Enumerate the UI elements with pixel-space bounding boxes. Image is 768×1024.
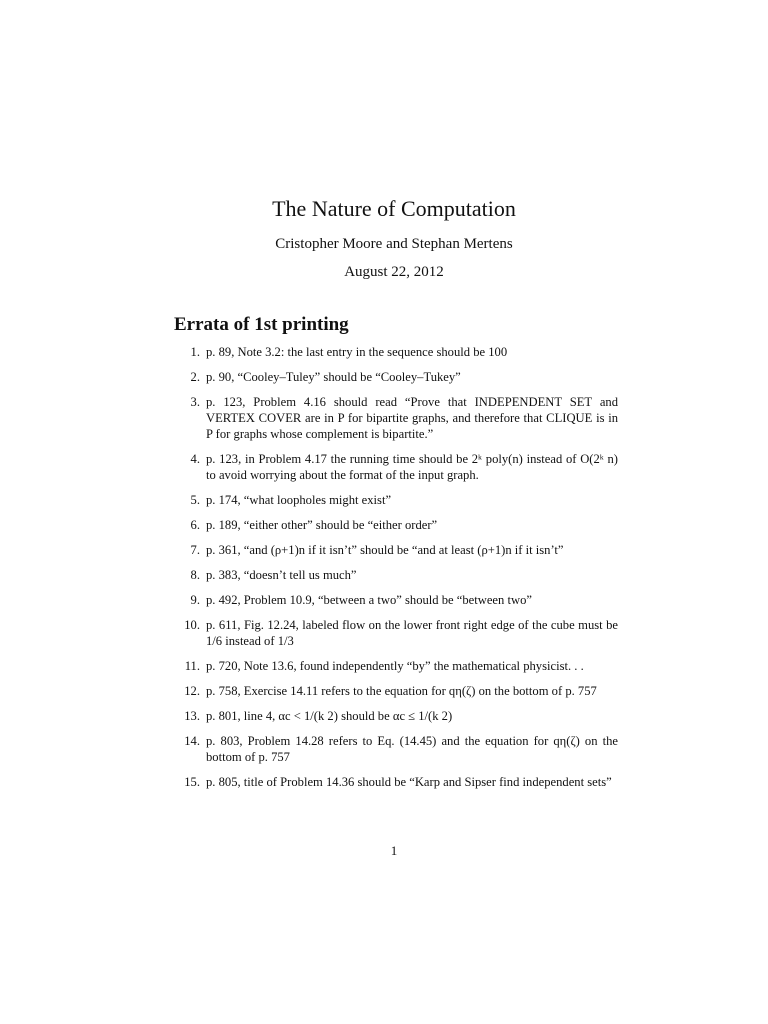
errata-item	[174, 517, 618, 533]
errata-item-number: 10.	[184, 618, 200, 632]
errata-item-text: p. 90, “Cooley–Tuley” should be “Cooley–Tukey”	[206, 370, 461, 384]
errata-item-number: 14.	[184, 734, 200, 748]
errata-item-text: p. 189, “either other” should be “either order”	[206, 518, 438, 532]
errata-item	[174, 708, 618, 724]
errata-item-number: 15.	[184, 775, 200, 789]
page-number: 1	[390, 843, 398, 858]
errata-item-number: 7.	[190, 543, 200, 557]
errata-item-number: 1.	[190, 345, 200, 359]
errata-list	[174, 344, 618, 799]
errata-item	[174, 567, 618, 583]
errata-item-number: 9.	[190, 593, 200, 607]
errata-item	[174, 733, 618, 765]
errata-item	[174, 592, 618, 608]
errata-item-number: 12.	[184, 684, 200, 698]
document-title: The Nature of Computation	[272, 196, 516, 221]
errata-item-text: p. 492, Problem 10.9, “between a two” should be “between two”	[206, 593, 532, 607]
errata-item	[174, 492, 618, 508]
errata-item-number: 13.	[184, 709, 200, 723]
errata-item-number: 2.	[190, 370, 200, 384]
errata-item-number: 8.	[190, 568, 200, 582]
errata-item-text: p. 383, “doesn’t tell us much”	[206, 568, 357, 582]
errata-item-text: p. 611, Fig. 12.24, labeled flow on the lower front right edge of the cube must be 1/6 instead of 1/3	[206, 618, 618, 648]
errata-item-text: p. 758, Exercise 14.11 refers to the equation for qη(ζ) on the bottom of p. 757	[206, 684, 597, 698]
document-authors: Cristopher Moore and Stephan Mertens	[275, 236, 513, 252]
errata-item	[174, 774, 618, 790]
errata-item-text: p. 805, title of Problem 14.36 should be “Karp and Sipser find independent sets”	[206, 775, 612, 789]
errata-item-number: 6.	[190, 518, 200, 532]
errata-item-text: p. 174, “what loopholes might exist”	[206, 493, 392, 507]
errata-item-text: p. 89, Note 3.2: the last entry in the sequence should be 100	[206, 345, 508, 359]
errata-item-text: p. 801, line 4, αc < 1/(k 2) should be αc ≤ 1/(k 2)	[206, 709, 453, 723]
errata-item	[174, 369, 618, 385]
errata-item	[174, 542, 618, 558]
errata-item	[174, 658, 618, 674]
errata-item-number: 5.	[190, 493, 200, 507]
errata-item	[174, 344, 618, 360]
errata-item	[174, 617, 618, 649]
errata-item-text: p. 720, Note 13.6, found independently “by” the mathematical physicist. . .	[206, 659, 584, 673]
errata-item-text: p. 803, Problem 14.28 refers to Eq. (14.45) and the equation for qη(ζ) on the bottom of p. 757	[206, 734, 618, 764]
errata-item	[174, 451, 618, 483]
errata-item	[174, 394, 618, 442]
errata-item-text: p. 361, “and (ρ+1)n if it isn’t” should be “and at least (ρ+1)n if it isn’t”	[206, 543, 564, 557]
document-date: August 22, 2012	[344, 264, 444, 280]
errata-item-number: 4.	[190, 452, 200, 466]
section-heading: Errata of 1st printing	[174, 314, 349, 335]
errata-item	[174, 683, 618, 699]
errata-item-text: p. 123, Problem 4.16 should read “Prove that INDEPENDENT SET and VERTEX COVER are in P for bipartite graphs, and therefore that CLIQUE is in P for graphs whose complement is bipartite.”	[206, 395, 618, 441]
errata-item-number: 11.	[184, 659, 200, 673]
errata-item-number: 3.	[190, 395, 200, 409]
errata-item-text: p. 123, in Problem 4.17 the running time should be 2ᵏ poly(n) instead of O(2ᵏ n) to avoid worrying about the format of the input graph.	[206, 452, 618, 482]
